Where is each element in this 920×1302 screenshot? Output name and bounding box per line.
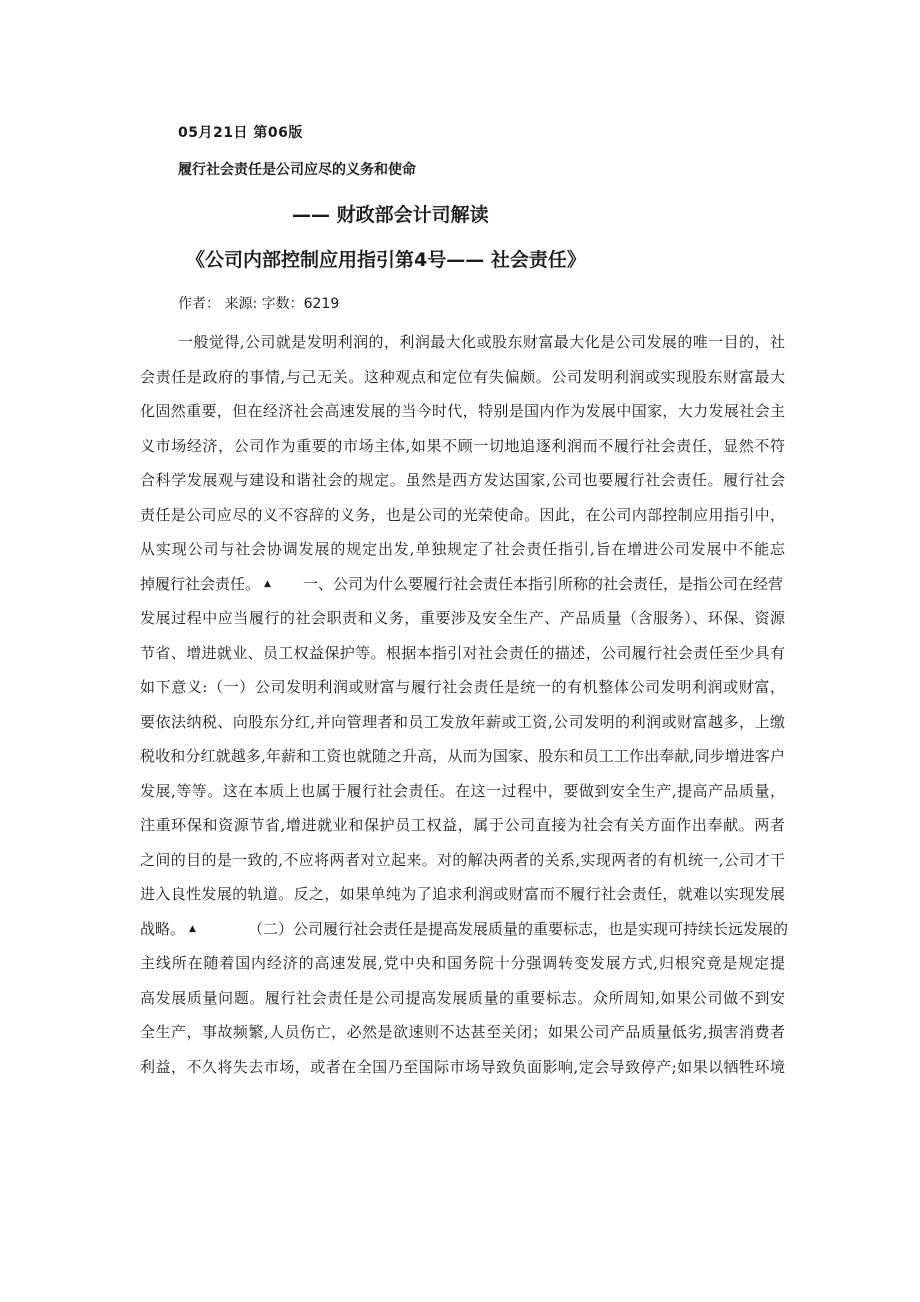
- body-line: 一般觉得,公司就是发明利润的，利润最大化或股东财富最大化是公司发展的唯一目的，社: [178, 333, 785, 351]
- body-line: 节省、增进就业、员工权益保护等。根据本指引对社会责任的描述，公司履行社会责任至少具有: [140, 643, 785, 662]
- body-line: 高发展质量问题。履行社会责任是公司提高发展质量的重要标志。众所周知,如果公司做不到安: [140, 988, 785, 1007]
- body-line: 进入良性发展的轨道。反之，如果单纯为了追求利润或财富而不履行社会责任，就难以实现发展: [140, 885, 785, 903]
- article-meta: 作者： 来源: 字数：6219: [178, 296, 340, 312]
- body-line: 税收和分红就越多,年薪和工资也就随之升高，从而为国家、股东和员工工作出奉献,同步增进客户: [140, 747, 785, 765]
- section-mark-icon: ▲: [189, 923, 196, 934]
- body-line: 注重环保和资源节省,增进就业和保护员工权益，属于公司直接为社会有关方面作出奉献。两者: [140, 816, 785, 834]
- body-line: 化固然重要，但在经济社会高速发展的当今时代，特别是国内作为发展中国家，大力发展社会主: [140, 402, 785, 420]
- body-segment: 一、公司为什么要履行社会责任本指引所称的社会责任，是指公司在经营: [302, 574, 783, 593]
- body-segment: （二）公司履行社会责任是提高发展质量的重要标志，也是实现可持续长远发展的: [247, 919, 788, 938]
- date-edition-line: 05月21日 第06版: [178, 125, 303, 141]
- subtitle-guideline: 《公司内部控制应用指引第4号—— 社会责任》: [186, 249, 586, 271]
- body-line: 会责任是政府的事情,与己无关。这种观点和定位有失偏颇。公司发明利润或实现股东财富最大: [140, 367, 785, 386]
- body-line: 合科学发展观与建设和谐社会的规定。虽然是西方发达国家,公司也要履行社会责任。履行社会: [140, 471, 785, 489]
- body-line: 责任是公司应尽的义不容辞的义务，也是公司的光荣使命。因此，在公司内部控制应用指引中，: [140, 505, 785, 524]
- section-mark-icon: ▲: [264, 578, 271, 589]
- subtitle-source: —— 财政部会计司解读: [292, 204, 489, 226]
- body-segment: 战略。: [140, 919, 186, 938]
- body-line-mixed: [140, 567, 785, 602]
- article-body: [140, 325, 788, 1084]
- body-line: 从实现公司与社会协调发展的规定出发,单独规定了社会责任指引,旨在增进公司发展中不能忘: [140, 540, 785, 558]
- body-line: 发展过程中应当履行的社会职责和义务，重要涉及安全生产、产品质量（含服务）、环保、资源: [140, 609, 785, 627]
- body-line: 全生产，事故频繁,人员伤亡，必然是欲速则不达甚至关闭；如果公司产品质量低劣,损害消费者: [140, 1023, 785, 1041]
- body-line: 之间的目的是一致的,不应将两者对立起来。对的解决两者的关系,实现两者的有机统一,公司才干: [140, 850, 785, 869]
- body-line: 要依法纳税、向股东分红,并向管理者和员工发放年薪或工资,公司发明的利润或财富越多，上缴: [140, 712, 785, 731]
- body-line: 利益，不久将失去市场，或者在全国乃至国际市场导致负面影响,定会导致停产;如果以牺牲环境: [140, 1057, 785, 1076]
- body-line: 发展,等等。这在本质上也属于履行社会责任。在这一过程中，要做到安全生产,提高产品质量，: [140, 781, 785, 800]
- article-headline: 履行社会责任是公司应尽的义务和使命: [178, 162, 416, 178]
- body-line: 主线所在随着国内经济的高速发展,党中央和国务院十分强调转变发展方式,归根究竟是规定提: [140, 954, 785, 972]
- body-line: 如下意义:（一）公司发明利润或财富与履行社会责任是统一的有机整体公司发明利润或财富，: [140, 678, 785, 696]
- body-segment: 掉履行社会责任。: [140, 574, 261, 593]
- body-line: 义市场经济，公司作为重要的市场主体,如果不顾一切地追逐利润而不履行社会责任，显然不符: [140, 436, 785, 455]
- body-line-mixed: [140, 912, 788, 947]
